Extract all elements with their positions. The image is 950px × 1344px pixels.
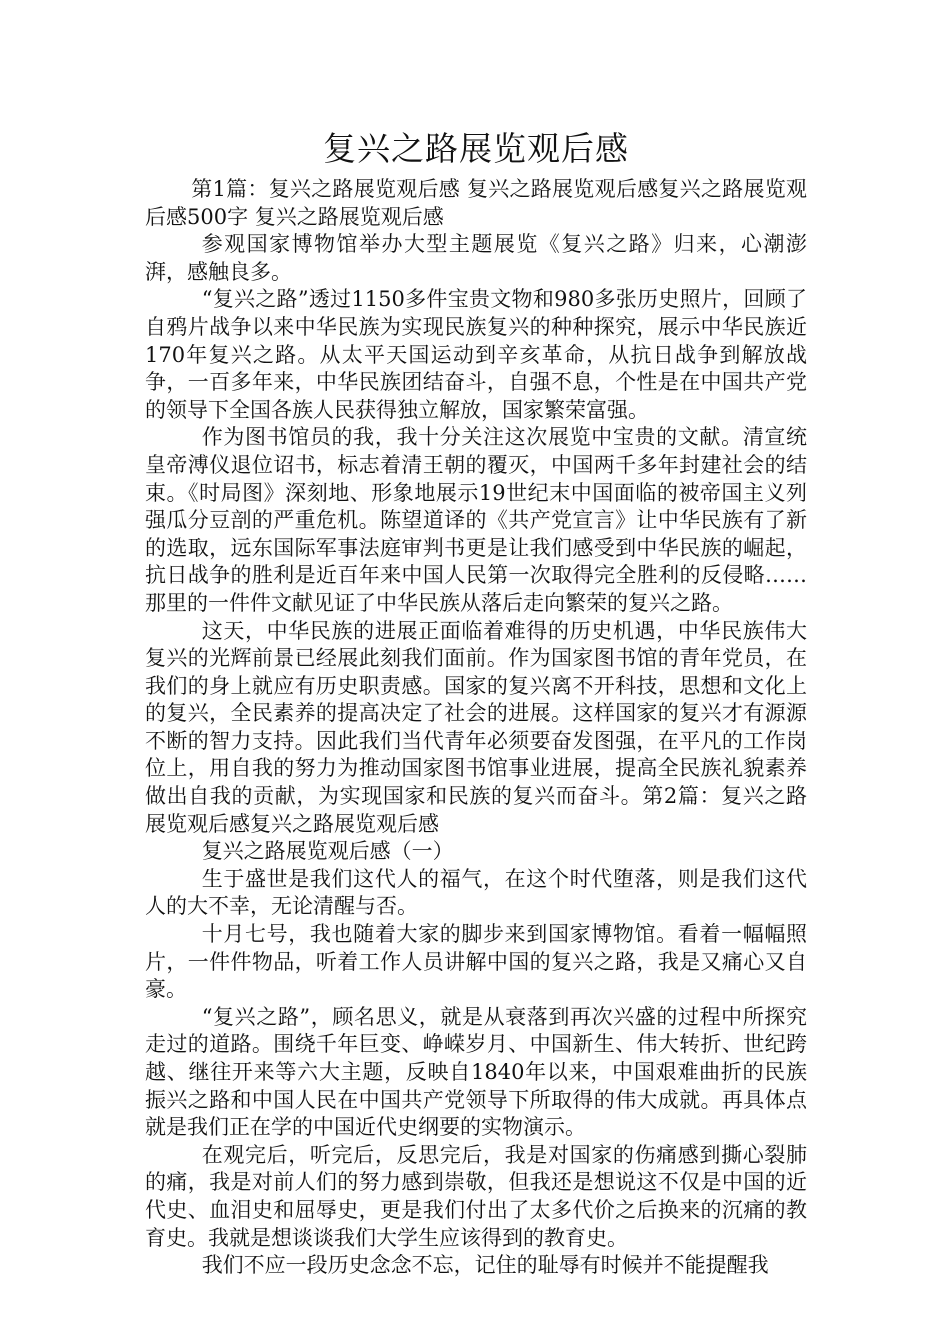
paragraph-8: 十月七号，我也随着大家的脚步来到国家博物馆。看着一幅幅照片，一件件物品，听着工作人员讲解中国的复兴之路，我是又痛心又自豪。 [145,922,807,1002]
paragraph-10: 在观完后，听完后，反思完后，我是对国家的伤痛感到撕心裂肺的痛，我是对前人们的努力感到崇敬，但我还是想说这不仅是中国的近代史、血泪史和屈辱史，更是我们付出了太多代价之后换来的沉痛的教育史。我就是想谈谈我们大学生应该得到的教育史。 [145,1142,807,1250]
paragraph-5: 这天，中华民族的进展正面临着难得的历史机遇，中华民族伟大复兴的光辉前景已经展此刻我们面前。作为国家图书馆的青年党员，在我们的身上就应有历史职责感。国家的复兴离不开科技，思想和文化上的复兴，全民素养的提高决定了社会的进展。这样国家的复兴才有源源不断的智力支持。因此我们当代青年必须要奋发图强，在平凡的工作岗位上，用自我的努力为推动国家图书馆事业进展，提高全民族礼貌素养做出自我的贡献，为实现国家和民族的复兴而奋斗。第2篇：复兴之路展览观后感复兴之路展览观后感 [145,618,807,836]
paragraph-6: 复兴之路展览观后感（一） [201,839,454,864]
paragraph-7: 生于盛世是我们这代人的福气，在这个时代堕落，则是我们这代人的大不幸，无论清醒与否。 [145,866,807,919]
paragraph-3: “复兴之路”透过1150多件宝贵文物和980多张历史照片，回顾了自鸦片战争以来中华民族为实现民族复兴的种种探究，展示中华民族近170年复兴之路。从太平天国运动到辛亥革命，从抗日战争到解放战争，一百多年来，中华民族团结奋斗，自强不息，个性是在中国共产党的领导下全国各族人民获得独立解放，国家繁荣富强。 [145,287,807,422]
document-title: 复兴之路展览观后感 [323,129,629,168]
paragraph-1: 第1篇：复兴之路展览观后感 复兴之路展览观后感复兴之路展览观后感500字 复兴之路展览观后感 [145,177,807,229]
paragraph-9: “复兴之路”，顾名思义，就是从衰落到再次兴盛的过程中所探究走过的道路。围绕千年巨变、峥嵘岁月、中国新生、伟大转折、世纪跨越、继往开来等六大主题，反映自1840年以来，中国艰难曲折的民族振兴之路和中国人民在中国共产党领导下所取得的伟大成就。再具体点就是我们正在学的中国近代史纲要的实物演示。 [145,1004,807,1140]
paragraph-11: 我们不应一段历史念念不忘，记住的耻辱有时候并不能提醒我 [201,1253,769,1278]
paragraph-2: 参观国家博物馆举办大型主题展览《复兴之路》归来，心潮澎湃，感触良多。 [145,232,807,284]
paragraph-4: 作为图书馆员的我，我十分关注这次展览中宝贵的文献。清宣统皇帝溥仪退位诏书，标志着清王朝的覆灭，中国两千多年封建社会的结束。《时局图》深刻地、形象地展示19世纪末中国面临的被帝国主义列强瓜分豆剖的严重危机。陈望道译的《共产党宣言》让中华民族有了新的选取，远东国际军事法庭审判书更是让我们感受到中华民族的崛起，抗日战争的胜利是近百年来中国人民第一次取得完全胜利的反侵略……那里的一件件文献见证了中华民族从落后走向繁荣的复兴之路。 [145,425,807,615]
document-page [145,126,807,1280]
